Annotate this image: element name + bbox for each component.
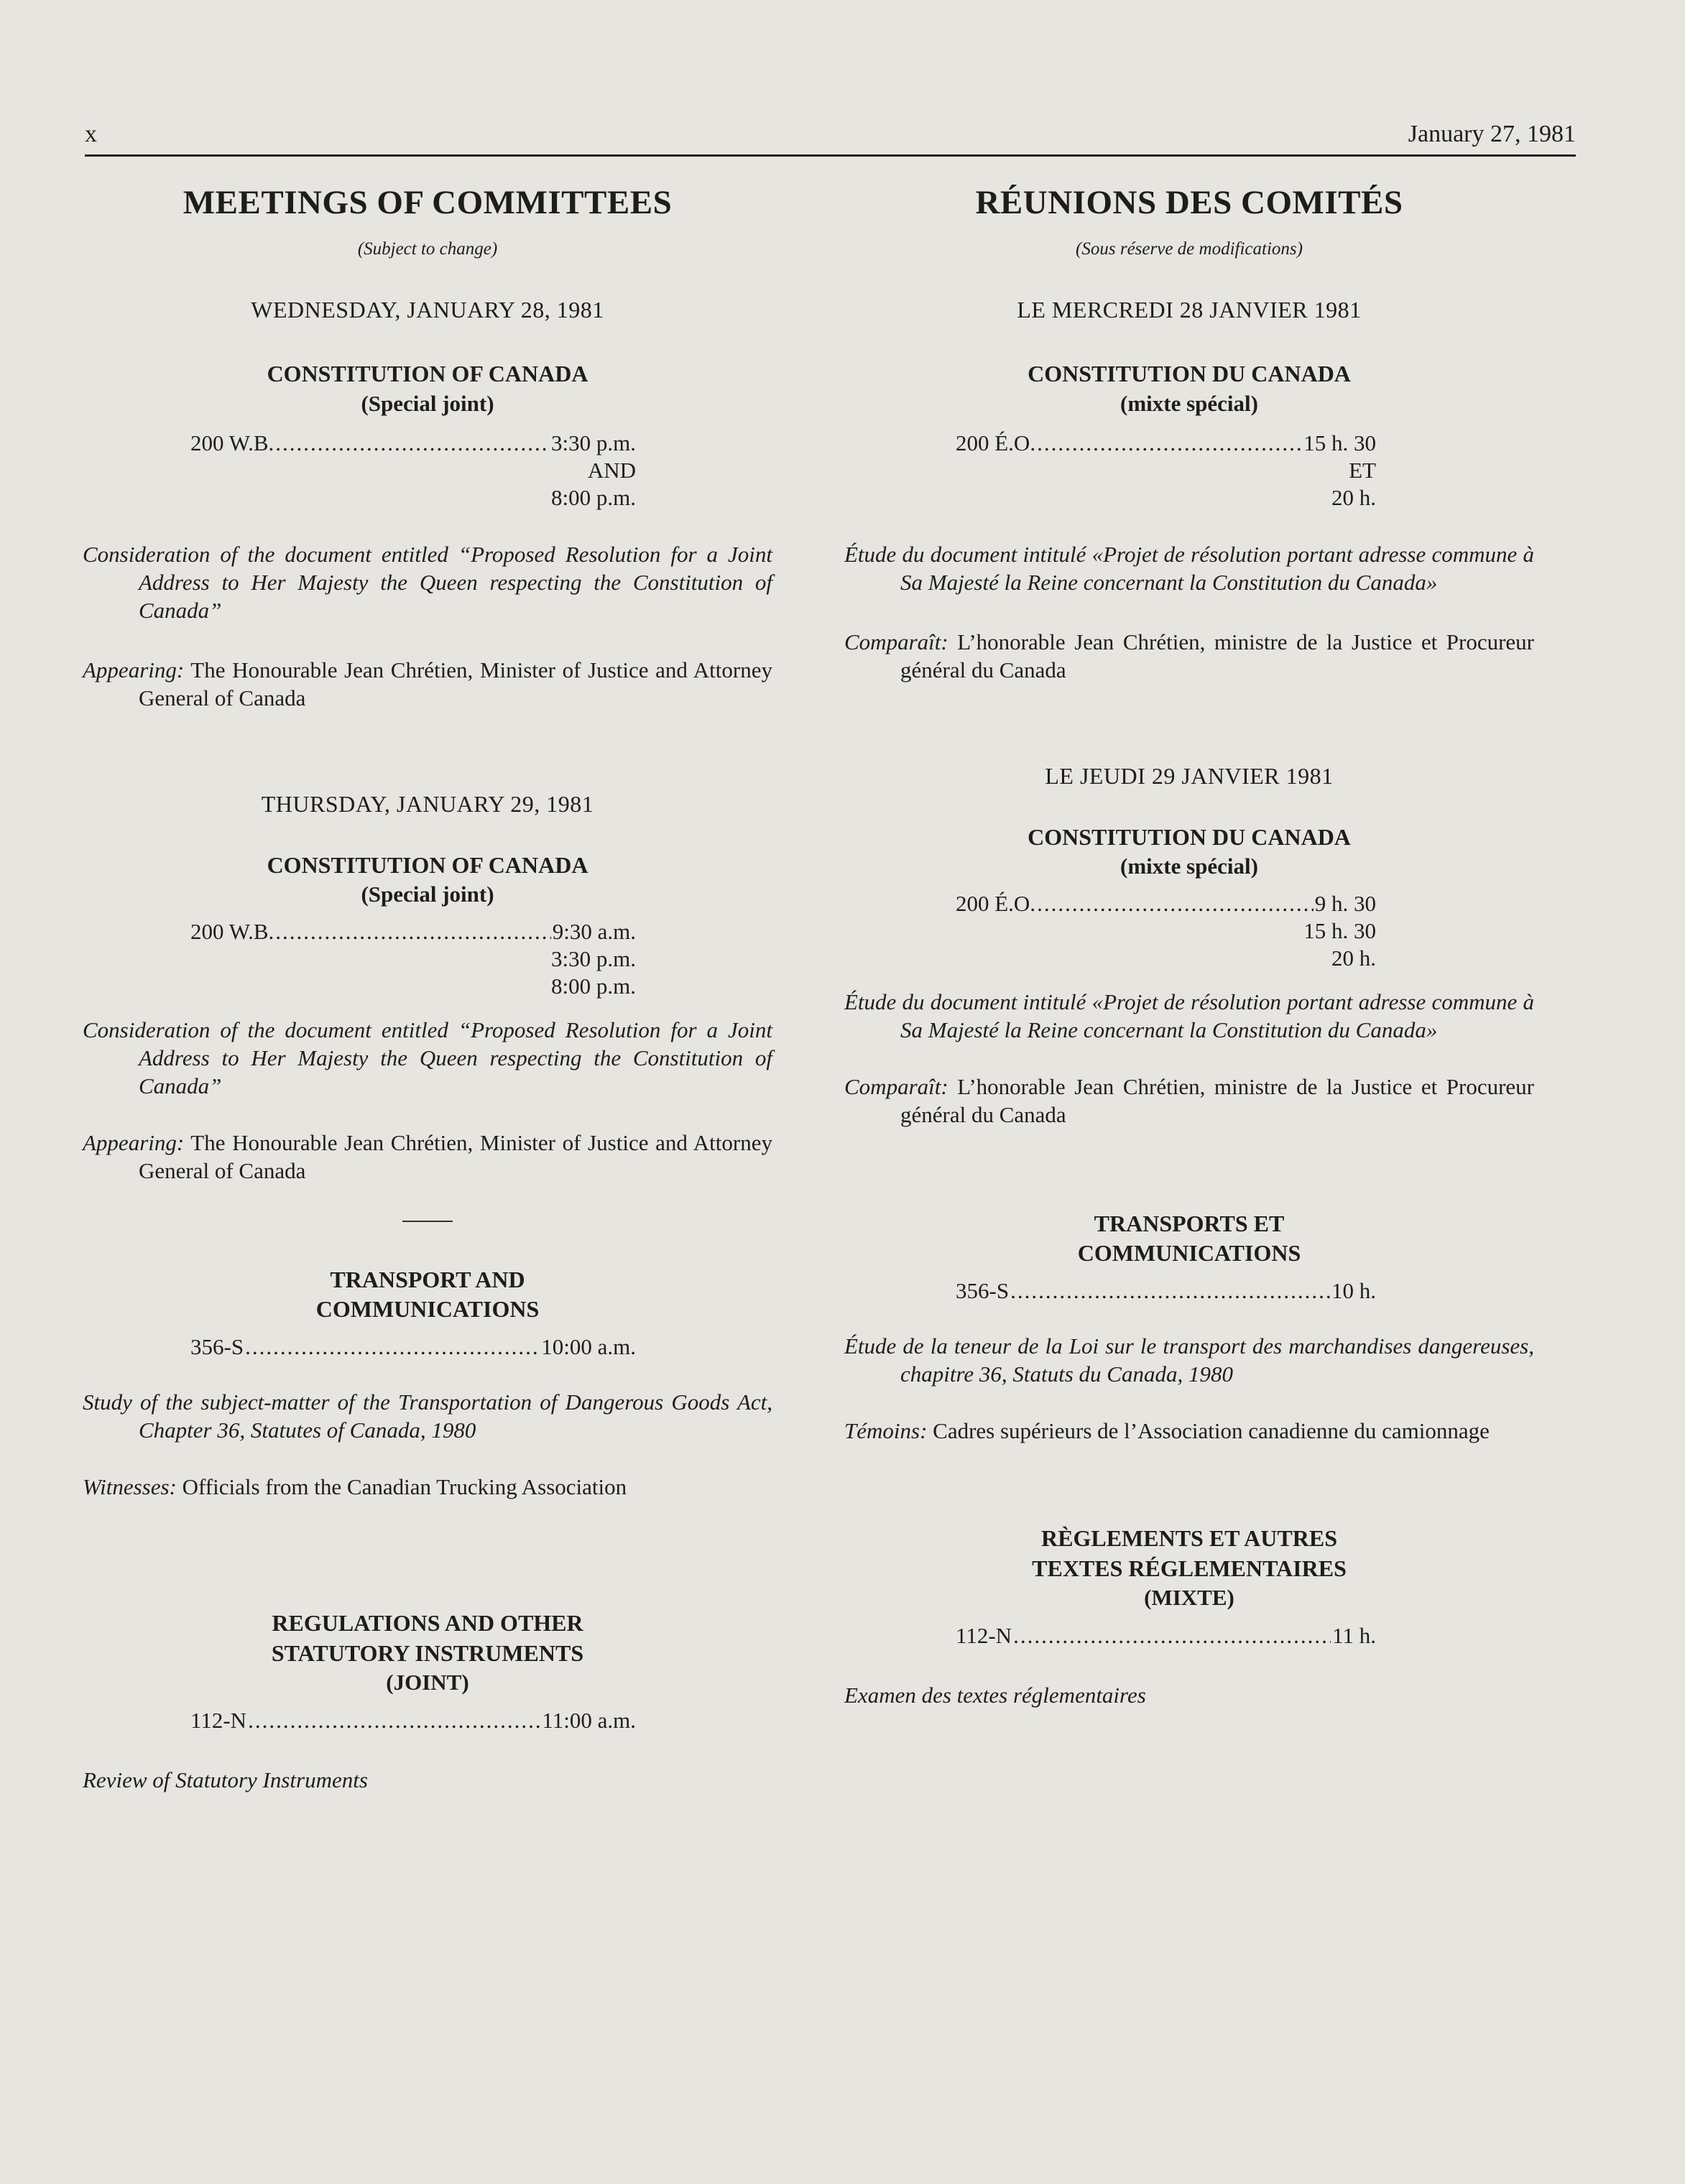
french-day2-committee2-line2: COMMUNICATIONS xyxy=(1077,1240,1301,1267)
english-day2-committee1: CONSTITUTION OF CANADA xyxy=(267,851,588,878)
witnesses-text: Officials from the Canadian Trucking Association xyxy=(182,1473,627,1499)
appearing-label: Comparaît: xyxy=(844,1073,948,1099)
english-day2-schedule3 xyxy=(190,1707,636,1734)
and-connector: ET xyxy=(1349,457,1376,483)
english-day1-appearing xyxy=(83,656,772,712)
french-day2-subject1: Étude du document intitulé «Projet de résolution portant adresse commune à Sa Majesté la Reine concernant la Constitution du Canada» xyxy=(844,989,1534,1042)
english-day2-witnesses xyxy=(83,1473,772,1501)
french-day2-committee2-line1: TRANSPORTS ET xyxy=(1094,1210,1285,1236)
french-day1-date: LE MERCREDI 28 JANVIER 1981 xyxy=(1017,297,1362,323)
schedule-row xyxy=(956,890,1376,917)
appearing-label: Appearing: xyxy=(83,657,185,682)
header-rule xyxy=(85,154,1576,157)
french-title: RÉUNIONS DES COMITÉS xyxy=(975,184,1403,221)
room: 356-S xyxy=(956,1277,1010,1303)
witnesses-text: Cadres supérieurs de l’Association canadienne du camionnage xyxy=(933,1417,1490,1443)
schedule-row xyxy=(956,430,1376,457)
room: 200 W.B. xyxy=(190,918,274,944)
schedule-row xyxy=(190,430,636,457)
schedule-row xyxy=(190,1333,636,1361)
english-day2-committee3-type: (JOINT) xyxy=(386,1670,469,1695)
french-subtitle: (Sous réserve de modifications) xyxy=(1076,239,1303,259)
leader-dots xyxy=(1013,1622,1331,1649)
time: 3:30 p.m. xyxy=(551,945,636,971)
time: 20 h. xyxy=(1331,484,1376,510)
time: 9 h. 30 xyxy=(1314,890,1376,916)
time: 15 h. 30 xyxy=(1303,430,1376,455)
english-column xyxy=(83,183,772,1794)
room: 112-N xyxy=(190,1708,247,1734)
time: 15 h. 30 xyxy=(1303,917,1376,943)
english-day2-committee3-line1: REGULATIONS AND OTHER xyxy=(272,1609,583,1636)
french-day2-witnesses xyxy=(844,1417,1534,1445)
appearing-text: The Honourable Jean Chrétien, Minister of Justice and Attorney General of Canada xyxy=(139,1129,772,1183)
english-day2-subject3: Review of Statutory Instruments xyxy=(83,1767,368,1793)
french-column xyxy=(844,183,1534,1709)
appearing-text: The Honourable Jean Chrétien, Minister of Justice and Attorney General of Canada xyxy=(139,657,772,711)
room: 200 W.B. xyxy=(190,430,274,455)
english-day2-committee2-line1: TRANSPORT AND xyxy=(330,1266,525,1292)
french-day2-committee3-type: (MIXTE) xyxy=(1144,1585,1234,1611)
room: 112-N xyxy=(956,1623,1012,1649)
english-day2-schedule2 xyxy=(190,1333,636,1361)
separator-rule xyxy=(402,1221,453,1222)
french-day2-appearing xyxy=(844,1073,1534,1129)
french-day1-appearing xyxy=(844,628,1534,684)
french-day2-schedule1 xyxy=(956,890,1376,972)
room: 356-S xyxy=(190,1333,244,1359)
french-day2-subject3: Examen des textes réglementaires xyxy=(844,1683,1146,1708)
french-day2-schedule2 xyxy=(956,1277,1376,1305)
leader-dots xyxy=(275,918,550,945)
time: 8:00 p.m. xyxy=(551,484,636,510)
time: 10 h. xyxy=(1331,1277,1376,1303)
french-day1-schedule xyxy=(956,430,1376,512)
appearing-text: L’honorable Jean Chrétien, ministre de la Justice et Procureur général du Canada xyxy=(900,1073,1534,1127)
time: 11:00 a.m. xyxy=(542,1708,636,1734)
french-day2-committee1-type: (mixte spécial) xyxy=(1120,853,1258,879)
english-subtitle: (Subject to change) xyxy=(357,239,498,259)
appearing-label: Appearing: xyxy=(83,1129,185,1155)
time: 11 h. xyxy=(1332,1623,1376,1649)
schedule-row xyxy=(190,1707,636,1734)
english-day1-schedule xyxy=(190,430,636,512)
french-day2-committee1: CONSTITUTION DU CANADA xyxy=(1028,823,1351,850)
room: 200 É.O. xyxy=(956,430,1036,455)
french-day1-committee-type: (mixte spécial) xyxy=(1120,390,1258,416)
time: 9:30 a.m. xyxy=(552,918,636,944)
english-day2-committee2-line2: COMMUNICATIONS xyxy=(315,1296,540,1323)
spacer xyxy=(844,1129,1534,1166)
leader-dots xyxy=(1010,1277,1330,1305)
english-day2-appearing xyxy=(83,1129,772,1185)
english-day2-date: THURSDAY, JANUARY 29, 1981 xyxy=(261,790,594,817)
english-day2-schedule1 xyxy=(190,918,636,1000)
french-day2-committee3-line1: RÈGLEMENTS ET AUTRES xyxy=(1041,1524,1337,1551)
english-day1-committee-type: (Special joint) xyxy=(361,390,494,416)
leader-dots xyxy=(275,430,550,457)
time: 8:00 p.m. xyxy=(551,973,636,999)
time: 3:30 p.m. xyxy=(551,430,636,455)
page-date: January 27, 1981 xyxy=(1408,121,1576,147)
english-day2-subject1: Consideration of the document entitled “Proposed Resolution for a Joint Address to Her Majesty the Queen respecting the Constitution of Canada” xyxy=(83,1017,772,1098)
witnesses-label: Témoins: xyxy=(844,1417,928,1443)
time: 20 h. xyxy=(1331,945,1376,971)
schedule-row xyxy=(956,1277,1376,1305)
french-day1-committee: CONSTITUTION DU CANADA xyxy=(1028,361,1351,387)
leader-dots xyxy=(1037,430,1302,457)
french-day2-date: LE JEUDI 29 JANVIER 1981 xyxy=(1045,762,1334,789)
leader-dots xyxy=(245,1333,540,1361)
room: 200 É.O. xyxy=(956,890,1036,916)
english-day1-subject: Consideration of the document entitled “Proposed Resolution for a Joint Address to Her Majesty the Queen respecting the Constitution of Canada” xyxy=(83,541,772,623)
appearing-text: L’honorable Jean Chrétien, ministre de la Justice et Procureur général du Canada xyxy=(900,629,1534,682)
french-day2-schedule3 xyxy=(956,1622,1376,1649)
leader-dots xyxy=(1037,890,1314,917)
english-day2-subject2: Study of the subject-matter of the Transportation of Dangerous Goods Act, Chapter 36, Statutes of Canada, 1980 xyxy=(83,1389,772,1443)
english-day1-committee: CONSTITUTION OF CANADA xyxy=(267,361,588,387)
witnesses-label: Witnesses: xyxy=(83,1473,177,1499)
french-day1-subject: Étude du document intitulé «Projet de résolution portant adresse commune à Sa Majesté la Reine concernant la Constitution du Canada» xyxy=(844,541,1534,595)
time: 10:00 a.m. xyxy=(541,1333,636,1359)
appearing-label: Comparaît: xyxy=(844,629,948,654)
page-number: x xyxy=(85,121,97,147)
and-connector: AND xyxy=(587,457,636,483)
french-day2-subject2: Étude de la teneur de la Loi sur le transport des marchandises dangereuses, chapitre 36, Statuts du Canada, 1980 xyxy=(844,1333,1534,1387)
english-title: MEETINGS OF COMMITTEES xyxy=(183,184,673,221)
english-day1-date: WEDNESDAY, JANUARY 28, 1981 xyxy=(251,297,604,323)
english-day2-committee3-line2: STATUTORY INSTRUMENTS xyxy=(271,1639,584,1666)
schedule-row xyxy=(956,1622,1376,1649)
english-day2-committee1-type: (Special joint) xyxy=(361,882,494,907)
schedule-row xyxy=(190,918,636,945)
leader-dots xyxy=(248,1707,540,1734)
french-day2-committee3-line2: TEXTES RÉGLEMENTAIRES xyxy=(1032,1555,1347,1581)
